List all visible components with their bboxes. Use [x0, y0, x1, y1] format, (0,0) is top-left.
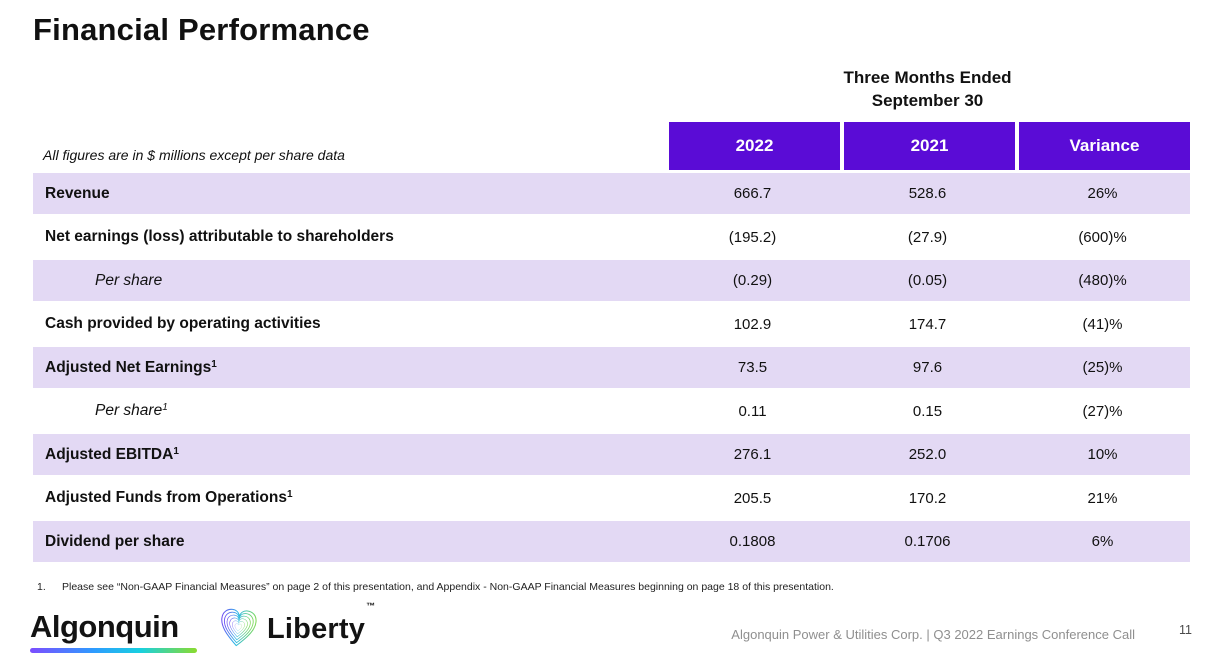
cell-variance: (480)%: [1078, 272, 1127, 289]
cell-2021: (0.05): [907, 272, 948, 289]
row-label-text: Net earnings (loss) attributable to shareholders: [45, 228, 394, 245]
row-label: [33, 228, 665, 246]
row-label: [33, 402, 665, 420]
cell-variance: 10%: [1087, 446, 1118, 463]
cell-2022: (195.2): [728, 228, 777, 246]
row-label: [33, 272, 665, 290]
liberty-wordmark: Liberty™: [267, 600, 376, 645]
footnote-text: Please see “Non-GAAP Financial Measures” on page 2 of this presentation, and Appendix - Non-GAAP Financial Measures beginning on page 18 of this presentation.: [62, 581, 834, 593]
table-period-header: [665, 66, 1190, 112]
cell-2022: 73.5: [737, 359, 768, 376]
cell-2021: 0.15: [912, 402, 943, 420]
row-label-text: Per share: [95, 271, 163, 289]
cell-2021: 170.2: [908, 489, 947, 507]
cell-2022: (0.29): [732, 272, 773, 289]
table-row: [33, 391, 1190, 432]
row-label-text: Dividend per share: [45, 532, 185, 550]
footnote-superscript: 1: [211, 358, 217, 370]
row-label-text: Cash provided by operating activities: [45, 315, 321, 332]
cell-2022: 102.9: [733, 315, 772, 333]
footnote: [37, 581, 834, 593]
cell-2021: 174.7: [908, 315, 947, 333]
cell-2021: 97.6: [912, 359, 943, 376]
page-title: Financial Performance: [33, 12, 370, 47]
cell-variance: 21%: [1087, 489, 1118, 507]
cell-2022: 0.1808: [729, 533, 776, 550]
cell-2021: 528.6: [908, 185, 947, 202]
cell-2021: (27.9): [907, 228, 948, 246]
footnote-superscript: 1: [162, 402, 168, 413]
period-line-1: Three Months Ended: [843, 68, 1012, 87]
row-label-text: Adjusted EBITDA: [45, 445, 174, 463]
cell-variance: 6%: [1091, 533, 1114, 550]
footer-caption: Algonquin Power & Utilities Corp. | Q3 2022 Earnings Conference Call: [731, 627, 1135, 642]
table-row: [33, 347, 1190, 388]
cell-2022: 276.1: [733, 446, 772, 463]
row-label-text: Adjusted Net Earnings: [45, 358, 212, 376]
cell-2022: 0.11: [738, 402, 767, 420]
algonquin-wordmark: Algonquin: [30, 609, 179, 644]
column-header-variance: Variance: [1015, 122, 1190, 170]
table-row: [33, 521, 1190, 562]
cell-2021: 252.0: [908, 446, 947, 463]
table-row: [33, 173, 1190, 214]
row-label: [33, 533, 665, 551]
row-label: [33, 315, 665, 333]
cell-variance: (600)%: [1078, 228, 1127, 246]
cell-2021: 0.1706: [904, 533, 951, 550]
table-row: [33, 304, 1190, 345]
table-row: [33, 217, 1190, 258]
row-label: [33, 185, 665, 203]
row-label: [33, 446, 665, 464]
trademark-symbol: ™: [366, 600, 376, 611]
table-row: [33, 478, 1190, 519]
cell-variance: (41)%: [1082, 315, 1123, 333]
algonquin-gradient-bar: [30, 648, 197, 653]
footnote-superscript: 1: [286, 489, 293, 500]
cell-2022: 205.5: [733, 489, 772, 507]
table-header-row: [33, 122, 1190, 170]
algonquin-logo: [30, 609, 197, 653]
row-label-text: Per share: [95, 402, 163, 419]
cell-variance: (25)%: [1082, 359, 1123, 376]
row-label-text: Revenue: [45, 184, 110, 202]
table-row: [33, 434, 1190, 475]
table-row: [33, 260, 1190, 301]
column-header-2021: 2021: [840, 122, 1015, 170]
row-label: [33, 489, 665, 507]
financial-table: [33, 122, 1190, 565]
page-number: 11: [1179, 623, 1192, 637]
cell-2022: 666.7: [733, 185, 772, 202]
cell-variance: (27)%: [1082, 402, 1123, 420]
footnote-number: 1.: [37, 581, 46, 593]
row-label: [33, 359, 665, 377]
liberty-heart-icon: [216, 606, 260, 652]
cell-variance: 26%: [1087, 185, 1118, 202]
row-label-text: Adjusted Funds from Operations: [45, 489, 287, 506]
units-note: All figures are in $ millions except per share data: [43, 147, 345, 163]
period-line-2: September 30: [871, 91, 984, 110]
liberty-logo: [216, 600, 376, 652]
column-header-2022: 2022: [665, 122, 840, 170]
footnote-superscript: 1: [173, 445, 179, 457]
